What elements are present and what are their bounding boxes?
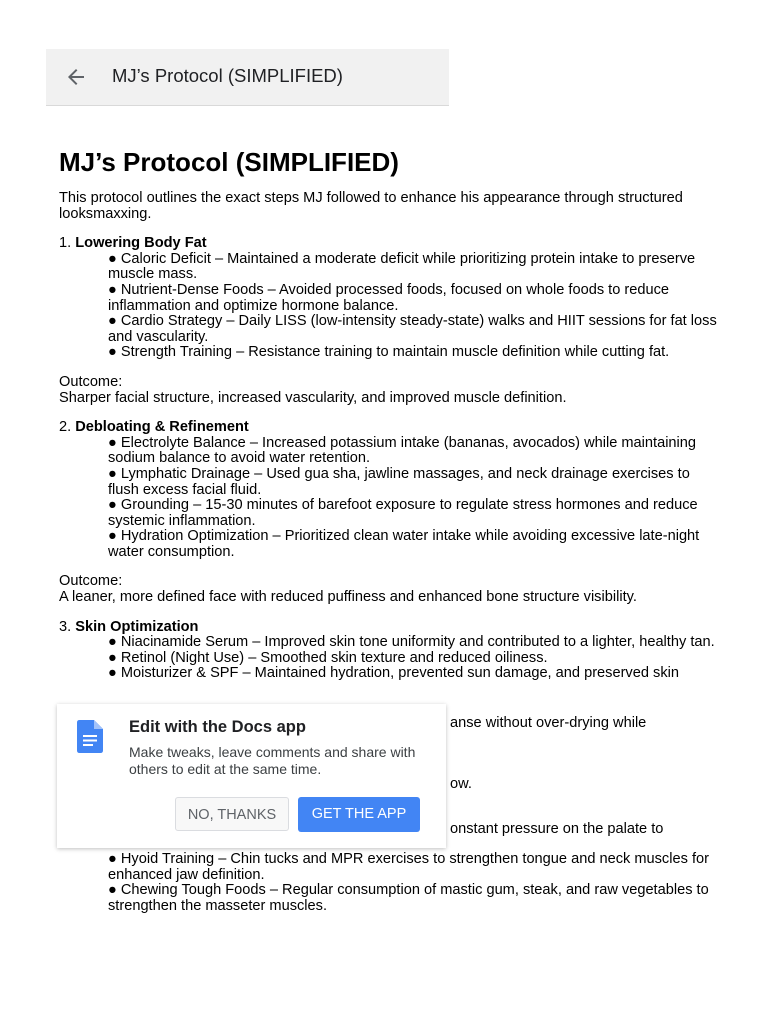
- google-docs-icon: [77, 720, 103, 753]
- document-body: [59, 145, 719, 682]
- partial-text: anse without over-drying while: [450, 715, 647, 731]
- list-item: ● Strength Training – Resistance training to maintain muscle definition while cutting fat.: [108, 344, 670, 361]
- section-heading: 3. Skin Optimization: [59, 618, 199, 635]
- list-item: ● Moisturizer & SPF – Maintained hydration, prevented sun damage, and preserved skin: [108, 665, 679, 682]
- list-item: ● Chewing Tough Foods – Regular consumption of mastic gum, steak, and raw vegetables to strengthen the masseter muscles.: [108, 882, 709, 914]
- partial-text: ow.: [450, 776, 472, 792]
- bullet-list: [108, 635, 719, 682]
- outcome-text: Sharper facial structure, increased vascularity, and improved muscle definition.: [59, 389, 567, 406]
- outcome-text: A leaner, more defined face with reduced puffiness and enhanced bone structure visibility.: [59, 589, 637, 606]
- bullet-list: [108, 436, 719, 561]
- document-title: MJ’s Protocol (SIMPLIFIED): [59, 147, 399, 177]
- outcome-label: Outcome:: [59, 573, 123, 590]
- list-item: ● Niacinamide Serum – Improved skin tone uniformity and contributed to a lighter, healthy tan.: [108, 634, 715, 651]
- list-item: ● Grounding – 15-30 minutes of barefoot exposure to regulate stress hormones and reduce systemic inflammation.: [108, 497, 698, 529]
- section-heading: 2. Debloating & Refinement: [59, 419, 249, 436]
- partial-text: onstant pressure on the palate to: [450, 821, 664, 837]
- header-title: MJ’s Protocol (SIMPLIFIED): [112, 65, 343, 86]
- outcome-label: Outcome:: [59, 373, 123, 390]
- list-item: ● Hydration Optimization – Prioritized clean water intake while avoiding excessive late-night water consumption.: [108, 528, 700, 560]
- list-item: ● Retinol (Night Use) – Smoothed skin texture and reduced oiliness.: [108, 649, 548, 666]
- bullet-list: [108, 252, 719, 361]
- list-item: ● Electrolyte Balance – Increased potassium intake (bananas, avocados) while maintaining sodium balance to avoid water retention.: [108, 434, 697, 467]
- promo-body: Make tweaks, leave comments and share with others to edit at the same time.: [129, 744, 416, 777]
- docs-app-promo-card: [57, 704, 446, 848]
- section-heading: 1. Lowering Body Fat: [59, 235, 207, 252]
- promo-title: Edit with the Docs app: [129, 718, 306, 736]
- list-item: ● Lymphatic Drainage – Used gua sha, jawline massages, and neck drainage exercises to flush excess facial fluid.: [108, 465, 690, 498]
- get-the-app-button[interactable]: GET THE APP: [298, 797, 420, 832]
- list-item: ● Hyoid Training – Chin tucks and MPR exercises to strengthen tongue and neck muscles for enhanced jaw definition.: [108, 851, 709, 883]
- app-header: [46, 49, 449, 106]
- list-item: ● Caloric Deficit – Maintained a moderate deficit while prioritizing protein intake to preserve muscle mass.: [108, 250, 696, 283]
- arrow-back-icon[interactable]: [64, 65, 88, 89]
- bullet-list: [108, 852, 719, 914]
- intro-paragraph: This protocol outlines the exact steps MJ followed to enhance his appearance through structured looksmaxxing.: [59, 190, 683, 222]
- list-item: ● Cardio Strategy – Daily LISS (low-intensity steady-state) walks and HIIT sessions for fat loss and vascularity.: [108, 313, 717, 345]
- list-item: ● Nutrient-Dense Foods – Avoided processed foods, focused on whole foods to reduce inflammation and optimize hormone balance.: [108, 281, 670, 314]
- no-thanks-button[interactable]: NO, THANKS: [175, 797, 289, 831]
